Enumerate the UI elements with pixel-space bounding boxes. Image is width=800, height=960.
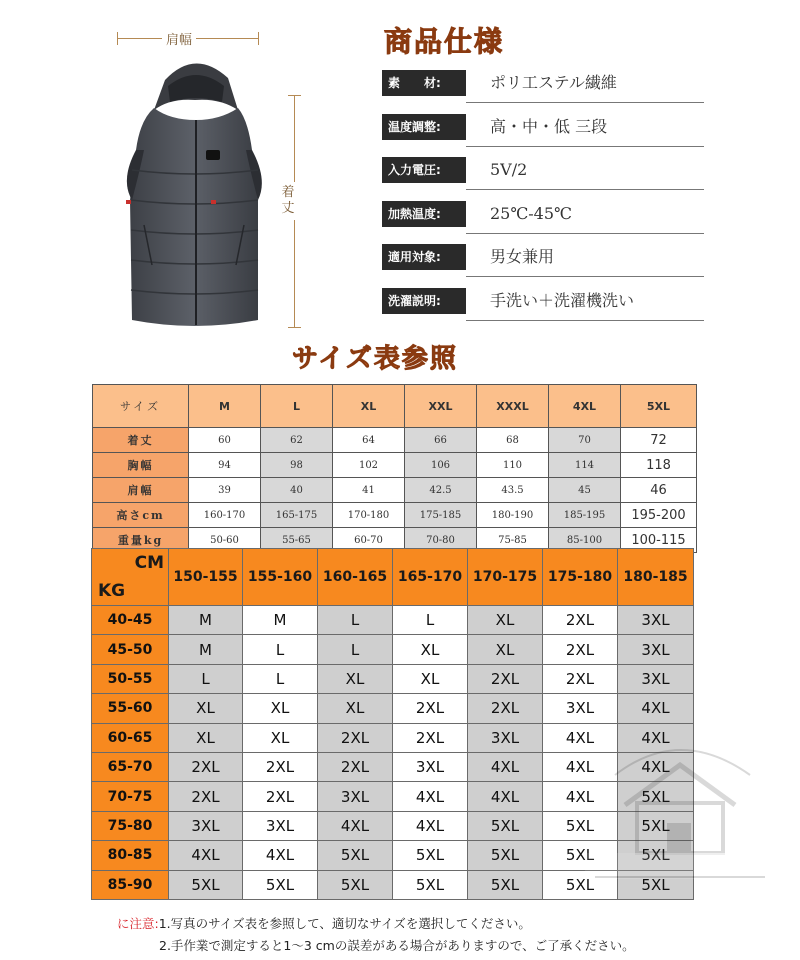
size-header-row: [93, 385, 697, 428]
table-cell: 62: [261, 428, 333, 453]
table-cell: 50-60: [189, 528, 261, 553]
height-range-header: 180-185: [618, 549, 694, 606]
size-recommendation-cell: 2XL: [393, 723, 468, 752]
table-cell: 75-85: [477, 528, 549, 553]
size-recommendation-cell: 5XL: [618, 841, 694, 870]
spec-label: 加熱温度:: [382, 201, 466, 227]
spec-divider: [466, 233, 704, 234]
table-cell: 72: [621, 428, 697, 453]
size-recommendation-cell: 5XL: [393, 870, 468, 899]
size-recommendation-cell: 5XL: [543, 811, 618, 840]
size-recommendation-cell: L: [243, 664, 318, 693]
spec-label: 温度調整:: [382, 114, 466, 140]
size-recommendation-cell: XL: [318, 694, 393, 723]
size-recommendation-cell: 2XL: [543, 606, 618, 635]
table-cell: 85-100: [549, 528, 621, 553]
size-recommendation-cell: 5XL: [468, 870, 543, 899]
row-label: 肩幅: [93, 478, 189, 503]
size-recommendation-cell: 2XL: [543, 664, 618, 693]
size-recommendation-cell: XL: [393, 664, 468, 693]
size-recommendation-cell: L: [169, 664, 243, 693]
size-header-cell: XXXL: [477, 385, 549, 428]
size-recommendation-cell: L: [243, 635, 318, 664]
table-row: [93, 453, 697, 478]
size-recommendation-cell: XL: [243, 723, 318, 752]
size-recommendation-cell: 3XL: [618, 606, 694, 635]
size-recommendation-cell: L: [318, 635, 393, 664]
weight-range-label: 55-60: [92, 694, 169, 723]
weight-range-label: 45-50: [92, 635, 169, 664]
spec-divider: [466, 102, 704, 103]
spec-value: 高・中・低 三段: [490, 116, 608, 136]
size-recommendation-cell: XL: [169, 723, 243, 752]
spec-row: [382, 157, 704, 185]
size-recommendation-cell: XL: [468, 606, 543, 635]
spec-divider: [466, 320, 704, 321]
spec-row: [382, 244, 704, 272]
spec-label: 洗濯説明:: [382, 288, 466, 314]
weight-range-label: 80-85: [92, 841, 169, 870]
weight-range-label: 65-70: [92, 752, 169, 781]
table-cell: 195-200: [621, 503, 697, 528]
cm-axis-label: CM: [134, 553, 164, 573]
height-range-header: 160-165: [318, 549, 393, 606]
table-cell: 60-70: [333, 528, 405, 553]
note-line-1: [117, 914, 531, 932]
table-cell: 70: [549, 428, 621, 453]
table-row: [92, 870, 694, 899]
size-recommendation-cell: M: [169, 606, 243, 635]
spec-value: 5V/2: [490, 160, 528, 179]
spec-value: 25℃-45℃: [490, 203, 572, 223]
table-row: [92, 811, 694, 840]
size-recommendation-cell: 5XL: [468, 811, 543, 840]
table-row: [92, 664, 694, 693]
table-row: [92, 723, 694, 752]
size-recommendation-cell: 5XL: [618, 870, 694, 899]
row-label: 着丈: [93, 428, 189, 453]
spec-title: 商品仕様: [384, 25, 505, 58]
table-cell: 100-115: [621, 528, 697, 553]
table-row: [93, 503, 697, 528]
size-recommendation-cell: 3XL: [618, 664, 694, 693]
note-text-1: 1.写真のサイズ表を参照して、適切なサイズを選択してください。: [158, 916, 531, 931]
table-row: [92, 694, 694, 723]
size-recommendation-cell: 2XL: [543, 635, 618, 664]
note-prefix: に注意:: [117, 916, 159, 931]
size-recommendation-cell: 4XL: [468, 752, 543, 781]
table-row: [92, 752, 694, 781]
size-header-cell: XXL: [405, 385, 477, 428]
size-recommendation-cell: 2XL: [243, 752, 318, 781]
size-recommendation-cell: 3XL: [243, 811, 318, 840]
size-recommendation-cell: XL: [243, 694, 318, 723]
table-row: [92, 841, 694, 870]
shoulder-width-label: 肩幅: [162, 29, 196, 48]
table-cell: 42.5: [405, 478, 477, 503]
table-cell: 64: [333, 428, 405, 453]
size-header-cell: 5XL: [621, 385, 697, 428]
weight-range-label: 85-90: [92, 870, 169, 899]
table-cell: 170-180: [333, 503, 405, 528]
height-range-header: 175-180: [543, 549, 618, 606]
table-cell: 43.5: [477, 478, 549, 503]
fit-header-row: [92, 549, 694, 606]
weight-range-label: 70-75: [92, 782, 169, 811]
size-recommendation-cell: 4XL: [393, 782, 468, 811]
size-recommendation-cell: 2XL: [318, 723, 393, 752]
size-recommendation-cell: 4XL: [169, 841, 243, 870]
row-label: 高さcm: [93, 503, 189, 528]
size-recommendation-cell: 3XL: [543, 694, 618, 723]
fit-chart-table: [91, 548, 694, 900]
table-row: [92, 782, 694, 811]
size-recommendation-cell: 5XL: [393, 841, 468, 870]
size-recommendation-cell: 2XL: [169, 782, 243, 811]
row-label: 胸幅: [93, 453, 189, 478]
weight-range-label: 50-55: [92, 664, 169, 693]
spec-row: [382, 201, 704, 229]
spec-row: [382, 70, 704, 98]
size-recommendation-cell: 2XL: [468, 664, 543, 693]
size-recommendation-cell: 5XL: [318, 841, 393, 870]
table-cell: 46: [621, 478, 697, 503]
table-cell: 40: [261, 478, 333, 503]
size-recommendation-cell: 5XL: [318, 870, 393, 899]
spec-divider: [466, 146, 704, 147]
size-recommendation-cell: 4XL: [243, 841, 318, 870]
weight-range-label: 40-45: [92, 606, 169, 635]
height-range-header: 170-175: [468, 549, 543, 606]
size-header-label: サイズ: [93, 385, 189, 428]
size-recommendation-cell: 3XL: [618, 635, 694, 664]
table-cell: 39: [189, 478, 261, 503]
height-range-header: 150-155: [169, 549, 243, 606]
spec-row: [382, 288, 704, 316]
size-recommendation-cell: 4XL: [393, 811, 468, 840]
size-recommendation-cell: M: [169, 635, 243, 664]
size-recommendation-cell: 2XL: [243, 782, 318, 811]
size-recommendation-cell: 4XL: [468, 782, 543, 811]
size-recommendation-cell: 5XL: [618, 811, 694, 840]
spec-label: 素 材:: [382, 70, 466, 96]
size-measurement-table: [92, 384, 697, 553]
row-label: 重量kg: [93, 528, 189, 553]
length-label: 着丈: [278, 182, 298, 220]
size-recommendation-cell: 4XL: [618, 752, 694, 781]
table-cell: 68: [477, 428, 549, 453]
size-recommendation-cell: 2XL: [393, 694, 468, 723]
vest-image: [110, 50, 280, 340]
table-cell: 41: [333, 478, 405, 503]
table-cell: 98: [261, 453, 333, 478]
size-header-cell: 4XL: [549, 385, 621, 428]
table-cell: 185-195: [549, 503, 621, 528]
spec-row: [382, 114, 704, 142]
size-recommendation-cell: XL: [393, 635, 468, 664]
size-recommendation-cell: 5XL: [618, 782, 694, 811]
size-recommendation-cell: 4XL: [618, 723, 694, 752]
spec-divider: [466, 189, 704, 190]
table-cell: 55-65: [261, 528, 333, 553]
size-recommendation-cell: 5XL: [243, 870, 318, 899]
size-header-cell: L: [261, 385, 333, 428]
table-cell: 165-175: [261, 503, 333, 528]
spec-value: ポリ工ステル繊維: [490, 73, 617, 92]
table-row: [93, 478, 697, 503]
spec-value: 手洗い＋洗濯機洗い: [490, 290, 635, 310]
spec-label: 適用対象:: [382, 244, 466, 270]
table-row: [92, 635, 694, 664]
size-recommendation-cell: 4XL: [543, 782, 618, 811]
table-cell: 118: [621, 453, 697, 478]
spec-value: 男女兼用: [490, 247, 555, 266]
table-cell: 94: [189, 453, 261, 478]
size-recommendation-cell: XL: [169, 694, 243, 723]
size-table-title: サイズ表参照: [292, 344, 458, 374]
spec-divider: [466, 276, 704, 277]
table-cell: 175-185: [405, 503, 477, 528]
size-recommendation-cell: XL: [318, 664, 393, 693]
weight-range-label: 60-65: [92, 723, 169, 752]
size-recommendation-cell: M: [243, 606, 318, 635]
size-recommendation-cell: 5XL: [169, 870, 243, 899]
table-cell: 70-80: [405, 528, 477, 553]
table-row: [92, 606, 694, 635]
size-recommendation-cell: 4XL: [543, 723, 618, 752]
table-cell: 110: [477, 453, 549, 478]
size-header-cell: XL: [333, 385, 405, 428]
size-recommendation-cell: 5XL: [543, 841, 618, 870]
table-cell: 66: [405, 428, 477, 453]
size-header-cell: M: [189, 385, 261, 428]
table-cell: 114: [549, 453, 621, 478]
spec-label: 入力電圧:: [382, 157, 466, 183]
size-recommendation-cell: 2XL: [468, 694, 543, 723]
size-recommendation-cell: 5XL: [543, 870, 618, 899]
size-recommendation-cell: 5XL: [468, 841, 543, 870]
size-recommendation-cell: L: [393, 606, 468, 635]
note-line-2: 2.手作業で測定すると1～3 cmの誤差がある場合がありますので、ご了承ください。: [159, 938, 635, 953]
height-range-header: 165-170: [393, 549, 468, 606]
fit-corner-cell: [92, 549, 169, 606]
height-range-header: 155-160: [243, 549, 318, 606]
size-recommendation-cell: XL: [468, 635, 543, 664]
size-recommendation-cell: 3XL: [169, 811, 243, 840]
size-recommendation-cell: 3XL: [468, 723, 543, 752]
size-recommendation-cell: 2XL: [169, 752, 243, 781]
size-recommendation-cell: 2XL: [318, 752, 393, 781]
table-cell: 180-190: [477, 503, 549, 528]
table-cell: 102: [333, 453, 405, 478]
size-recommendation-cell: 4XL: [543, 752, 618, 781]
table-cell: 106: [405, 453, 477, 478]
table-cell: 45: [549, 478, 621, 503]
size-recommendation-cell: 3XL: [318, 782, 393, 811]
table-cell: 160-170: [189, 503, 261, 528]
table-row: [93, 428, 697, 453]
size-recommendation-cell: 4XL: [618, 694, 694, 723]
size-recommendation-cell: 3XL: [393, 752, 468, 781]
weight-range-label: 75-80: [92, 811, 169, 840]
size-recommendation-cell: 4XL: [318, 811, 393, 840]
table-cell: 60: [189, 428, 261, 453]
product-figure: [0, 0, 370, 340]
kg-axis-label: KG: [98, 581, 126, 601]
size-recommendation-cell: L: [318, 606, 393, 635]
